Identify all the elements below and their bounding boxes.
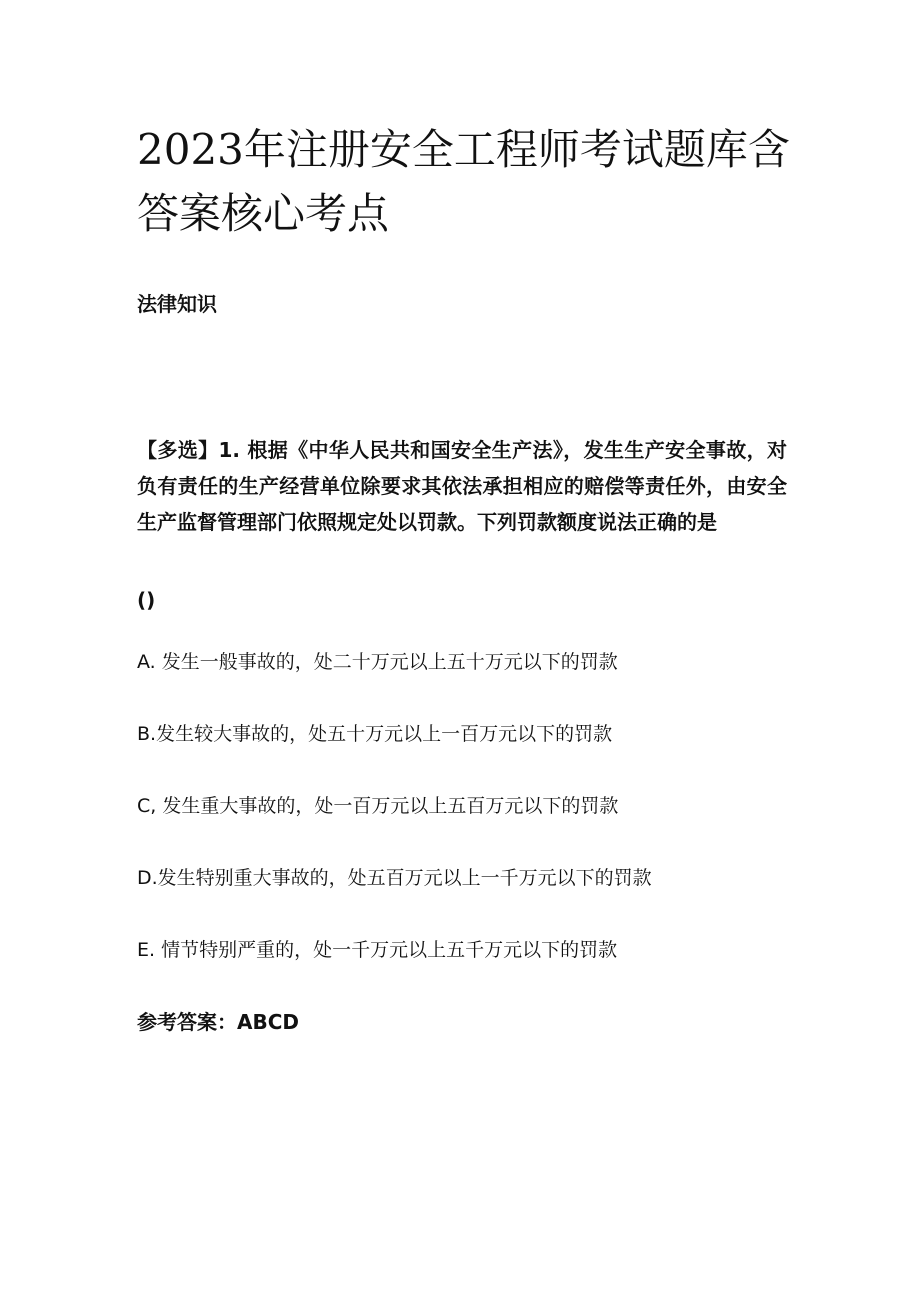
page-title: 2023年注册安全工程师考试题库含答案核心考点 bbox=[137, 125, 790, 238]
option-a: A. 发生一般事故的，处二十万元以上五十万元以下的罚款 bbox=[137, 651, 618, 673]
option-c: C, 发生重大事故的，处一百万元以上五百万元以下的罚款 bbox=[137, 795, 619, 817]
question-text: 【多选】1. 根据《中华人民共和国安全生产法》，发生生产安全事故，对负有责任的生产经营单位除要求其依法承担相应的赔偿等责任外，由安全生产监督管理部门依照规定处以罚款。下列罚款额度说法正确的是 bbox=[137, 438, 787, 534]
option-b: B.发生较大事故的，处五十万元以上一百万元以下的罚款 bbox=[137, 723, 613, 745]
option-d: D.发生特别重大事故的，处五百万元以上一千万元以下的罚款 bbox=[137, 867, 652, 889]
reference-answer: 参考答案：ABCD bbox=[137, 1010, 300, 1034]
option-list bbox=[137, 648, 787, 1008]
answer-blank: () bbox=[137, 588, 156, 612]
option-e: E. 情节特别严重的，处一千万元以上五千万元以下的罚款 bbox=[137, 939, 618, 961]
section-heading: 法律知识 bbox=[137, 292, 217, 316]
